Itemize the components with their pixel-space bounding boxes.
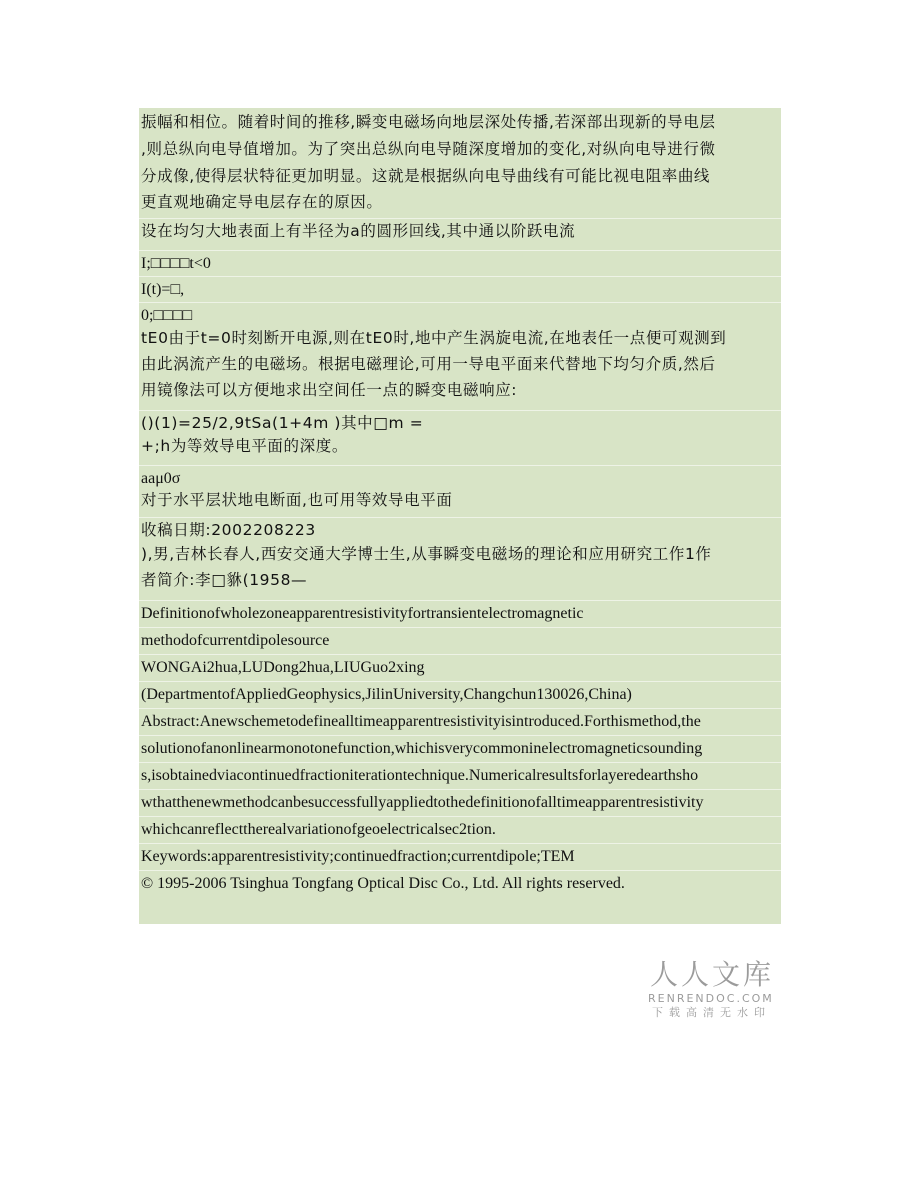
formula-line-2: I(t)=□, (139, 276, 781, 302)
body-line-7: 由此涡流产生的电磁场。根据电磁理论,可用一导电平面来代替地下均匀介质,然后 (141, 355, 716, 373)
body-line-5: 设在均匀大地表面上有半径为a的圆形回线,其中通以阶跃电流 (139, 218, 781, 244)
body-line-9: +;h为等效导电平面的深度。 (141, 437, 348, 455)
english-affiliation: (DepartmentofAppliedGeophysics,JilinUniversity,Changchun130026,China) (139, 681, 781, 707)
english-title-2: methodofcurrentdipolesource (139, 627, 781, 653)
author-bio-2: 者简介:李□貅(1958— (141, 571, 308, 589)
body-line-4: 更直观地确定导电层存在的原因。 (141, 193, 383, 211)
formula-line-5: aaμ0σ (139, 465, 781, 491)
english-authors: WONGAi2hua,LUDong2hua,LIUGuo2xing (139, 654, 781, 680)
keywords-line: Keywords:apparentresistivity;continuedfraction;currentdipole;TEM (139, 843, 781, 869)
formula-line-4: ()(1)=25/2,9tSa(1+4m )其中□m = (139, 410, 781, 436)
formula-line-1: I;□□□□t<0 (139, 250, 781, 276)
watermark-subtitle: 下载高清无水印 (652, 1006, 771, 1019)
body-line-10: 对于水平层状地电断面,也可用等效导电平面 (141, 491, 453, 509)
abstract-line-5: whichcanreflecttherealvariationofgeoelectricalsec2tion. (139, 816, 781, 842)
copyright-line: © 1995-2006 Tsinghua Tongfang Optical Disc Co., Ltd. All rights reserved. (139, 870, 781, 896)
english-title-1: Definitionofwholezoneapparentresistivityfortransientelectromagnetic (139, 600, 781, 626)
abstract-line-4: wthatthenewmethodcanbesuccessfullyappliedtothedefinitionofalltimeapparentresistivity (139, 789, 781, 815)
body-line-8: 用镜像法可以方便地求出空间任一点的瞬变电磁响应: (141, 381, 518, 399)
watermark-domain: RENRENDOC.COM (648, 992, 774, 1005)
abstract-line-3: s,isobtainedviacontinuedfractioniterationtechnique.Numericalresultsforlayeredearthsho (139, 762, 781, 788)
author-bio-1: ),男,吉林长春人,西安交通大学博士生,从事瞬变电磁场的理论和应用研究工作1作 (141, 545, 712, 563)
watermark-logo-text: 人人文库 (650, 958, 775, 991)
body-line-1: 振幅和相位。随着时间的推移,瞬变电磁场向地层深处传播,若深部出现新的导电层 (141, 113, 716, 131)
body-line-2: ,则总纵向电导值增加。为了突出总纵向电导随深度增加的变化,对纵向电导进行微 (141, 140, 716, 158)
received-date: 收稿日期:2002208223 (139, 517, 781, 543)
abstract-line-1: Abstract:Anewschemetodefinealltimeapparentresistivityisintroduced.Forthismethod,the (139, 708, 781, 734)
abstract-line-2: solutionofanonlinearmonotonefunction,whichisverycommoninelectromagneticsounding (139, 735, 781, 761)
body-line-3: 分成像,使得层状特征更加明显。这就是根据纵向电导曲线有可能比视电阻率曲线 (141, 167, 711, 185)
body-line-6: tE0由于t=0时刻断开电源,则在tE0时,地中产生涡旋电流,在地表任一点便可观测到 (141, 329, 727, 347)
formula-line-3: 0;□□□□ (139, 302, 781, 328)
